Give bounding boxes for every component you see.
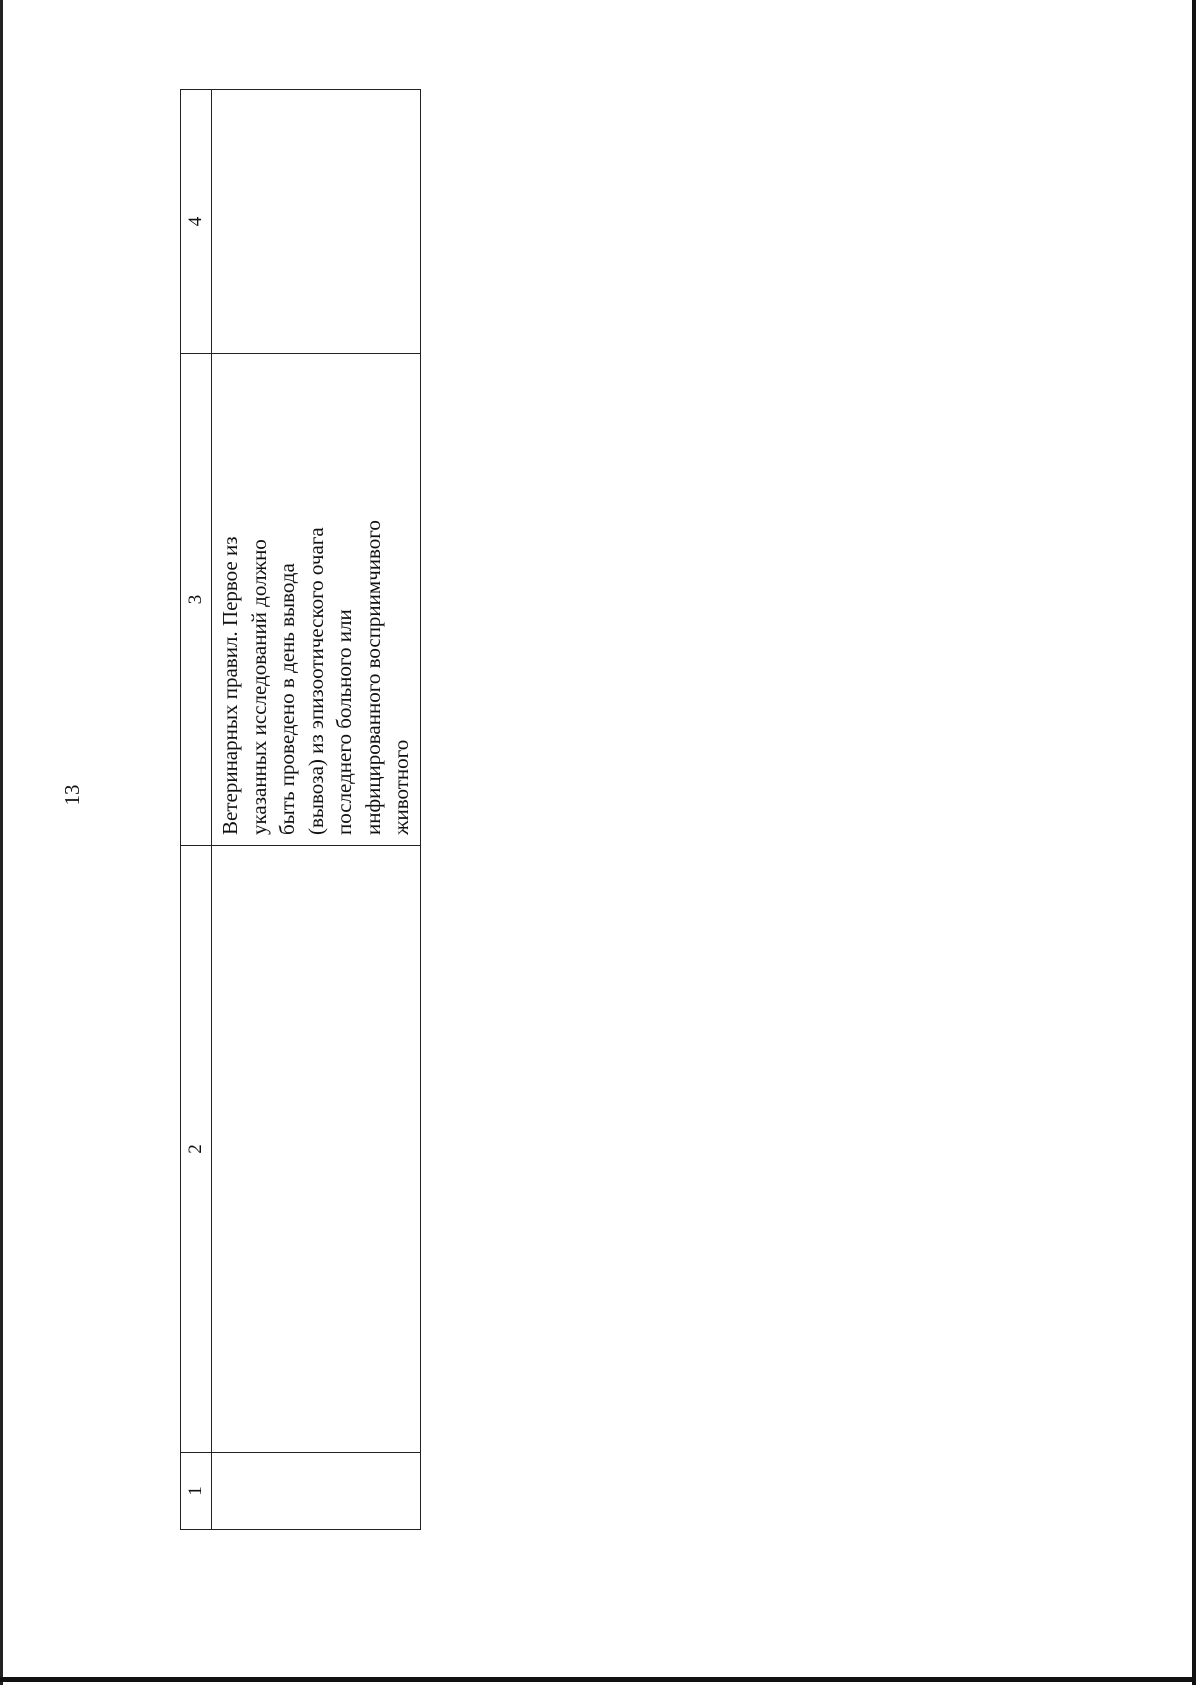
page-border-right bbox=[1192, 0, 1196, 1685]
table-row bbox=[212, 90, 421, 1530]
page-border-bottom bbox=[0, 1677, 1196, 1682]
row-cell-4 bbox=[212, 90, 421, 354]
table-header-row bbox=[181, 90, 212, 1530]
row-cell-1 bbox=[212, 1453, 421, 1530]
header-cell-2: 2 bbox=[181, 846, 212, 1453]
page-number: 13 bbox=[60, 784, 84, 806]
row-cell-1-text bbox=[212, 1453, 216, 1529]
row-cell-2-text bbox=[212, 846, 216, 1452]
page-border-left bbox=[0, 0, 3, 1685]
row-cell-4-text bbox=[212, 90, 216, 353]
rotated-table bbox=[180, 90, 420, 1530]
row-cell-3 bbox=[212, 354, 421, 846]
data-table bbox=[180, 89, 421, 1530]
header-cell-3: 3 bbox=[181, 354, 212, 846]
row-cell-2 bbox=[212, 846, 421, 1453]
row-cell-3-text: Ветеринарных правил. Первое из указанных исследований должно быть проведено в день вывода (вывоза) из эпизоотического очага последнего больного или инфицированного восприимчивого животного bbox=[218, 520, 413, 835]
header-cell-4: 4 bbox=[181, 90, 212, 354]
header-cell-1: 1 bbox=[181, 1453, 212, 1530]
